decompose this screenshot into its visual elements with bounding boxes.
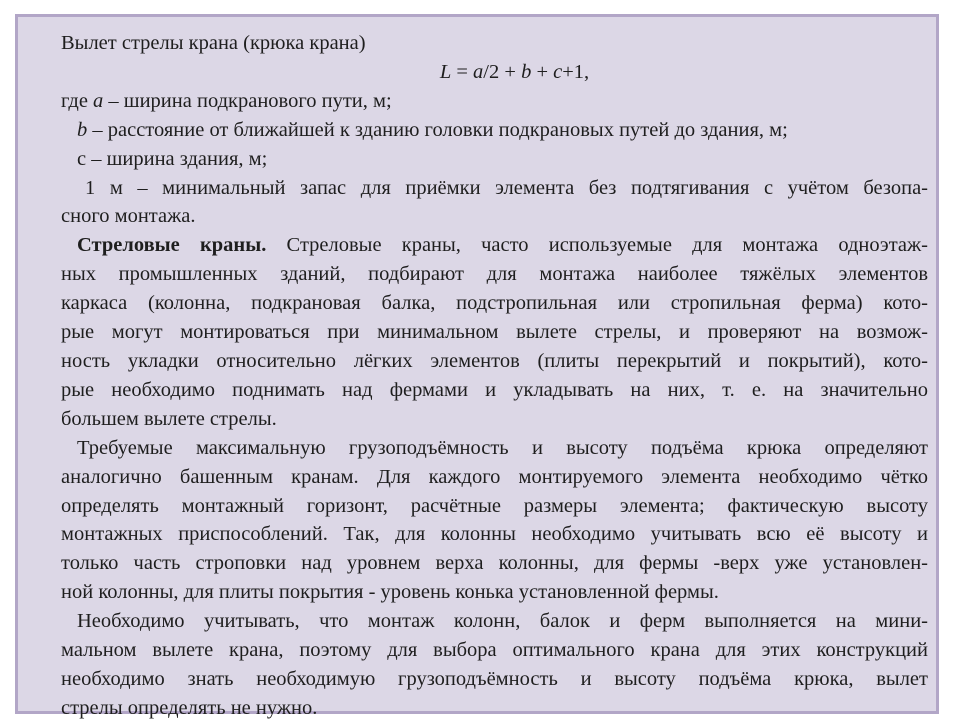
formula bbox=[61, 58, 928, 87]
para3-line: стрелы определять не нужно. bbox=[61, 696, 318, 719]
var-a: a bbox=[93, 89, 104, 112]
formula-var-c: c bbox=[553, 60, 563, 83]
formula-eq: = bbox=[451, 60, 474, 83]
para2-line: аналогично башенным кранам. Для каждого монтируемого элемента необходимо чётко bbox=[61, 465, 928, 488]
slide-panel bbox=[15, 14, 939, 719]
margin-line-1: 1 м – минимальный запас для приёмки элемента без подтягивания с учётом безопа- bbox=[85, 176, 928, 199]
formula-plus: + bbox=[531, 60, 554, 83]
margin-line-2: сного монтажа. bbox=[61, 205, 196, 228]
para1-line: ных промышленных зданий, подбирают для монтажа наиболее тяжёлых элементов bbox=[61, 263, 928, 286]
para1-line: большем вылете стрелы. bbox=[61, 407, 277, 430]
where-b-line: b – расстояние от ближайшей к зданию головки подкрановых путей до здания, м; bbox=[77, 118, 788, 141]
formula-var-a: a bbox=[473, 60, 484, 83]
para2-line: определять монтажный горизонт, расчётные размеры элемента; фактическую высоту bbox=[61, 494, 928, 517]
para1-line: рые могут монтироваться при минимальном вылете стрелы, и проверяют на возмож- bbox=[61, 321, 928, 344]
formula-var-b: b bbox=[521, 60, 532, 83]
para3-line: мальном вылете крана, поэтому для выбора оптимального крана для этих конструкций bbox=[61, 639, 928, 662]
document-text bbox=[61, 29, 928, 723]
para3-line: необходимо знать необходимую грузоподъёмность и высоту подъёма крюка, вылет bbox=[61, 667, 928, 690]
para2-line: монтажных приспособлений. Так, для колонны необходимо учитывать всю её высоту и bbox=[61, 523, 928, 546]
where-c-line: с – ширина здания, м; bbox=[77, 147, 268, 170]
para1-line: ность укладки относительно лёгких элементов (плиты перекрытий и покрытий), кото- bbox=[61, 349, 928, 372]
para3-line: Необходимо учитывать, что монтаж колонн, балок и ферм выполняется на мини- bbox=[77, 610, 928, 633]
para1-line-1: Стреловые краны. Стреловые краны, часто используемые для монтажа одноэтаж- bbox=[77, 234, 928, 257]
formula-var-l: L bbox=[439, 60, 452, 83]
para2-line: Требуемые максимальную грузоподъёмность и высоту подъёма крюка определяют bbox=[77, 436, 928, 459]
var-b: b bbox=[77, 118, 88, 141]
formula-tail: +1, bbox=[562, 60, 590, 83]
formula-div2: /2 + bbox=[483, 60, 522, 83]
para1-line: рые необходимо поднимать над фермами и укладывать на них, т. е. на значительно bbox=[61, 378, 928, 401]
para1-heading: Стреловые краны. bbox=[77, 234, 267, 257]
para2-line: только часть строповки над уровнем верха колонны, для фермы -верх уже установлен- bbox=[61, 552, 928, 575]
where-a-line: где a – ширина подкранового пути, м; bbox=[61, 89, 392, 112]
intro-line: Вылет стрелы крана (крюка крана) bbox=[61, 32, 366, 54]
para1-line: каркаса (колонна, подкрановая балка, подстропильная или стропильная ферма) кото- bbox=[61, 292, 928, 315]
para2-line: ной колонны, для плиты покрытия - уровень конька установленной фермы. bbox=[61, 581, 719, 604]
